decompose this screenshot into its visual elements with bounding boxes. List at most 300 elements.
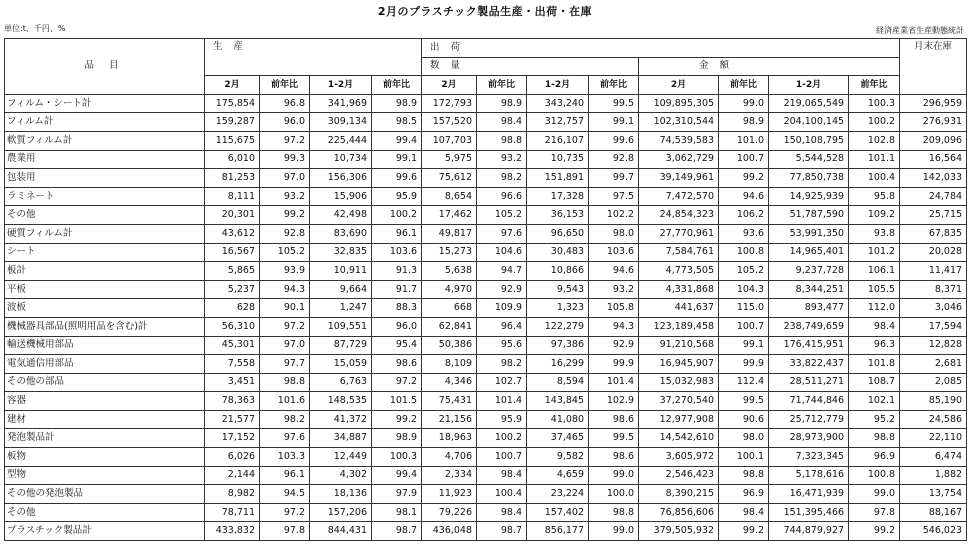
table-cell: 14,925,939: [769, 187, 849, 206]
table-cell: 151,891: [527, 169, 589, 188]
table-cell: 98.9: [477, 94, 527, 113]
table-cell: 98.8: [477, 131, 527, 150]
row-label: ラミネート: [5, 187, 205, 206]
table-cell: 76,856,606: [639, 503, 719, 522]
table-cell: 94.5: [260, 485, 310, 504]
table-cell: 100.7: [719, 150, 769, 169]
table-cell: 83,690: [310, 224, 372, 243]
production-yoy-header: 前年比: [260, 76, 310, 95]
quantity-janfeb-header: 1-2月: [527, 76, 589, 95]
table-cell: 93.6: [719, 224, 769, 243]
table-cell: 6,763: [310, 373, 372, 392]
table-cell: 93.2: [589, 280, 639, 299]
table-cell: 101.6: [260, 392, 310, 411]
table-cell: 6,474: [900, 448, 967, 467]
table-cell: 8,390,215: [639, 485, 719, 504]
table-cell: 93.8: [849, 224, 900, 243]
table-cell: 4,659: [527, 466, 589, 485]
table-cell: 42,498: [310, 206, 372, 225]
table-cell: 99.1: [589, 113, 639, 132]
row-label: 包装用: [5, 169, 205, 188]
table-cell: 98.6: [589, 410, 639, 429]
table-cell: 67,835: [900, 224, 967, 243]
table-cell: 93.2: [477, 150, 527, 169]
table-cell: 41,080: [527, 410, 589, 429]
unit-note: 単位:t、千円、%: [4, 24, 66, 33]
table-cell: 123,189,458: [639, 317, 719, 336]
table-cell: 16,299: [527, 355, 589, 374]
table-cell: 98.4: [477, 466, 527, 485]
table-cell: 45,301: [205, 336, 260, 355]
table-cell: 100.4: [849, 169, 900, 188]
table-row: [5, 429, 967, 448]
table-cell: 99.9: [589, 355, 639, 374]
table-cell: 94.3: [260, 280, 310, 299]
table-cell: 96.1: [260, 466, 310, 485]
table-cell: 96.8: [260, 94, 310, 113]
table-cell: 122,279: [527, 317, 589, 336]
table-cell: 2,681: [900, 355, 967, 374]
table-cell: 101.5: [372, 392, 422, 411]
table-cell: 92.8: [589, 150, 639, 169]
quantity-yoy-header: 前年比: [477, 76, 527, 95]
table-cell: 433,832: [205, 522, 260, 541]
table-cell: 107,703: [422, 131, 477, 150]
table-row: [5, 410, 967, 429]
table-cell: 99.2: [719, 522, 769, 541]
table-cell: 103.3: [260, 448, 310, 467]
table-cell: 75,431: [422, 392, 477, 411]
table-cell: 101.4: [477, 392, 527, 411]
table-cell: 21,577: [205, 410, 260, 429]
table-cell: 24,854,323: [639, 206, 719, 225]
table-cell: 5,638: [422, 262, 477, 281]
table-cell: 94.7: [477, 262, 527, 281]
table-cell: 98.4: [477, 503, 527, 522]
table-cell: 91.7: [372, 280, 422, 299]
table-cell: 78,363: [205, 392, 260, 411]
table-cell: 4,346: [422, 373, 477, 392]
table-cell: 9,664: [310, 280, 372, 299]
table-cell: 9,237,728: [769, 262, 849, 281]
table-cell: 2,144: [205, 466, 260, 485]
table-cell: 14,965,401: [769, 243, 849, 262]
table-cell: 24,784: [900, 187, 967, 206]
table-cell: 22,110: [900, 429, 967, 448]
table-cell: 88,167: [900, 503, 967, 522]
table-cell: 99.1: [372, 150, 422, 169]
table-cell: 175,854: [205, 94, 260, 113]
table-cell: 11,923: [422, 485, 477, 504]
table-cell: 81,253: [205, 169, 260, 188]
table-cell: 102,310,544: [639, 113, 719, 132]
row-label: 平板: [5, 280, 205, 299]
table-cell: 343,240: [527, 94, 589, 113]
table-cell: 668: [422, 299, 477, 318]
table-cell: 11,417: [900, 262, 967, 281]
table-row: [5, 224, 967, 243]
table-cell: 744,879,927: [769, 522, 849, 541]
table-cell: 97.8: [260, 522, 310, 541]
production-feb-header: 2月: [205, 76, 260, 95]
table-cell: 106.1: [849, 262, 900, 281]
table-cell: 15,032,983: [639, 373, 719, 392]
table-cell: 30,483: [527, 243, 589, 262]
table-cell: 105.2: [477, 206, 527, 225]
table-cell: 5,865: [205, 262, 260, 281]
table-cell: 101.0: [719, 131, 769, 150]
table-cell: 97.2: [260, 131, 310, 150]
table-cell: 99.2: [849, 522, 900, 541]
table-cell: 43,612: [205, 224, 260, 243]
table-cell: 98.4: [477, 113, 527, 132]
row-label: 型物: [5, 466, 205, 485]
table-cell: 96,650: [527, 224, 589, 243]
table-cell: 98.4: [849, 317, 900, 336]
page-title: 2月のプラスチック製品生産・出荷・在庫: [377, 5, 593, 18]
table-cell: 99.0: [849, 485, 900, 504]
table-cell: 77,850,738: [769, 169, 849, 188]
row-label: その他の発泡製品: [5, 485, 205, 504]
table-cell: 62,841: [422, 317, 477, 336]
table-cell: 96.4: [477, 317, 527, 336]
quantity-header: 数 量: [422, 57, 639, 76]
table-cell: 112.0: [849, 299, 900, 318]
table-cell: 99.4: [372, 131, 422, 150]
table-cell: 99.0: [589, 522, 639, 541]
table-cell: 10,866: [527, 262, 589, 281]
table-cell: 98.8: [260, 373, 310, 392]
table-cell: 4,773,505: [639, 262, 719, 281]
row-label: 硬質フィルム計: [5, 224, 205, 243]
row-label: その他: [5, 206, 205, 225]
table-cell: 12,977,908: [639, 410, 719, 429]
amount-janfeb-header: 1-2月: [769, 76, 849, 95]
table-cell: 91.3: [372, 262, 422, 281]
table-cell: 98.2: [477, 169, 527, 188]
table-cell: 5,975: [422, 150, 477, 169]
table-cell: 238,749,659: [769, 317, 849, 336]
table-cell: 20,301: [205, 206, 260, 225]
table-cell: 157,520: [422, 113, 477, 132]
table-cell: 12,828: [900, 336, 967, 355]
table-cell: 1,247: [310, 299, 372, 318]
table-cell: 78,711: [205, 503, 260, 522]
table-cell: 99.2: [260, 206, 310, 225]
table-cell: 97.2: [372, 373, 422, 392]
table-cell: 99.6: [589, 131, 639, 150]
table-cell: 4,970: [422, 280, 477, 299]
table-cell: 441,637: [639, 299, 719, 318]
row-label: その他の部品: [5, 373, 205, 392]
table-cell: 156,306: [310, 169, 372, 188]
table-cell: 172,793: [422, 94, 477, 113]
table-cell: 101.1: [849, 150, 900, 169]
table-cell: 102.9: [589, 392, 639, 411]
table-cell: 97.6: [260, 429, 310, 448]
table-cell: 148,535: [310, 392, 372, 411]
table-cell: 106.2: [719, 206, 769, 225]
table-cell: 97.9: [372, 485, 422, 504]
table-cell: 98.2: [260, 410, 310, 429]
table-cell: 5,178,616: [769, 466, 849, 485]
table-cell: 94.6: [719, 187, 769, 206]
table-cell: 105.2: [260, 243, 310, 262]
table-cell: 9,543: [527, 280, 589, 299]
table-cell: 312,757: [527, 113, 589, 132]
table-cell: 37,270,540: [639, 392, 719, 411]
table-cell: 49,817: [422, 224, 477, 243]
production-janfeb-header: 1-2月: [310, 76, 372, 95]
table-cell: 8,111: [205, 187, 260, 206]
table-cell: 98.9: [372, 94, 422, 113]
table-row: [5, 503, 967, 522]
table-cell: 13,754: [900, 485, 967, 504]
row-label: 電気通信用部品: [5, 355, 205, 374]
table-cell: 90.6: [719, 410, 769, 429]
table-cell: 8,982: [205, 485, 260, 504]
table-cell: 104.6: [477, 243, 527, 262]
table-cell: 102.1: [849, 392, 900, 411]
statistics-table: [4, 38, 967, 541]
quantity-feb-header: 2月: [422, 76, 477, 95]
table-cell: 98.6: [372, 355, 422, 374]
table-cell: 100.8: [719, 243, 769, 262]
table-cell: 109,895,305: [639, 94, 719, 113]
table-row: [5, 243, 967, 262]
quantity-janfeb-yoy-header: 前年比: [589, 76, 639, 95]
table-cell: 3,451: [205, 373, 260, 392]
table-cell: 16,564: [900, 150, 967, 169]
table-row: [5, 392, 967, 411]
table-cell: 7,472,570: [639, 187, 719, 206]
table-cell: 99.5: [719, 392, 769, 411]
table-cell: 27,770,961: [639, 224, 719, 243]
table-cell: 157,402: [527, 503, 589, 522]
table-cell: 97.2: [260, 317, 310, 336]
table-cell: 17,152: [205, 429, 260, 448]
table-cell: 100.7: [719, 317, 769, 336]
header-row-1: [5, 39, 967, 58]
table-cell: 94.6: [589, 262, 639, 281]
table-cell: 97.7: [260, 355, 310, 374]
table-cell: 5,237: [205, 280, 260, 299]
table-cell: 10,734: [310, 150, 372, 169]
row-label: フィルム計: [5, 113, 205, 132]
table-cell: 28,511,271: [769, 373, 849, 392]
table-cell: 99.2: [372, 410, 422, 429]
table-cell: 97,386: [527, 336, 589, 355]
table-cell: 98.7: [477, 522, 527, 541]
table-cell: 844,431: [310, 522, 372, 541]
table-cell: 98.4: [719, 503, 769, 522]
table-cell: 10,911: [310, 262, 372, 281]
table-cell: 4,302: [310, 466, 372, 485]
row-label: プラスチック製品計: [5, 522, 205, 541]
table-cell: 23,224: [527, 485, 589, 504]
table-cell: 893,477: [769, 299, 849, 318]
table-cell: 9,582: [527, 448, 589, 467]
amount-header: 金 額: [639, 57, 900, 76]
amount-janfeb-yoy-header: 前年比: [849, 76, 900, 95]
table-cell: 109.9: [477, 299, 527, 318]
table-cell: 10,735: [527, 150, 589, 169]
table-cell: 276,931: [900, 113, 967, 132]
table-cell: 100.2: [372, 206, 422, 225]
table-cell: 546,023: [900, 522, 967, 541]
table-cell: 94.3: [589, 317, 639, 336]
table-cell: 14,542,610: [639, 429, 719, 448]
table-cell: 150,108,795: [769, 131, 849, 150]
table-cell: 3,062,729: [639, 150, 719, 169]
table-cell: 96.0: [260, 113, 310, 132]
table-cell: 18,963: [422, 429, 477, 448]
table-row: [5, 522, 967, 541]
table-cell: 97.0: [260, 336, 310, 355]
table-cell: 856,177: [527, 522, 589, 541]
table-cell: 96.6: [477, 187, 527, 206]
table-cell: 103.6: [372, 243, 422, 262]
table-cell: 204,100,145: [769, 113, 849, 132]
table-cell: 36,153: [527, 206, 589, 225]
table-row: [5, 448, 967, 467]
table-row: [5, 280, 967, 299]
table-cell: 142,033: [900, 169, 967, 188]
table-cell: 102.8: [849, 131, 900, 150]
table-cell: 176,415,951: [769, 336, 849, 355]
table-cell: 157,206: [310, 503, 372, 522]
table-cell: 159,287: [205, 113, 260, 132]
table-cell: 24,586: [900, 410, 967, 429]
table-row: [5, 169, 967, 188]
table-cell: 75,612: [422, 169, 477, 188]
table-cell: 379,505,932: [639, 522, 719, 541]
table-cell: 88.3: [372, 299, 422, 318]
table-cell: 21,156: [422, 410, 477, 429]
table-cell: 100.2: [477, 429, 527, 448]
table-cell: 98.8: [849, 429, 900, 448]
table-cell: 34,887: [310, 429, 372, 448]
row-label: 波板: [5, 299, 205, 318]
table-cell: 2,546,423: [639, 466, 719, 485]
table-row: [5, 317, 967, 336]
table-cell: 71,744,846: [769, 392, 849, 411]
table-cell: 102.2: [589, 206, 639, 225]
table-cell: 96.0: [372, 317, 422, 336]
table-cell: 98.6: [589, 448, 639, 467]
table-cell: 2,334: [422, 466, 477, 485]
table-row: [5, 113, 967, 132]
table-cell: 95.9: [372, 187, 422, 206]
table-cell: 99.0: [589, 466, 639, 485]
table-cell: 25,712,779: [769, 410, 849, 429]
table-cell: 8,344,251: [769, 280, 849, 299]
table-cell: 16,567: [205, 243, 260, 262]
table-cell: 100.3: [849, 94, 900, 113]
table-cell: 99.7: [589, 169, 639, 188]
table-row: [5, 466, 967, 485]
table-cell: 3,605,972: [639, 448, 719, 467]
table-row: [5, 94, 967, 113]
table-cell: 25,715: [900, 206, 967, 225]
table-cell: 101.4: [589, 373, 639, 392]
table-cell: 109.2: [849, 206, 900, 225]
table-cell: 100.7: [477, 448, 527, 467]
row-label: 建材: [5, 410, 205, 429]
table-cell: 53,991,350: [769, 224, 849, 243]
table-cell: 8,109: [422, 355, 477, 374]
table-cell: 8,594: [527, 373, 589, 392]
table-cell: 105.2: [719, 262, 769, 281]
production-header: 生 産: [205, 39, 422, 76]
table-row: [5, 131, 967, 150]
table-cell: 209,096: [900, 131, 967, 150]
table-cell: 92.9: [589, 336, 639, 355]
table-row: [5, 373, 967, 392]
table-cell: 97.8: [849, 503, 900, 522]
table-cell: 15,059: [310, 355, 372, 374]
table-cell: 99.2: [719, 169, 769, 188]
row-label: 機械器具部品(照明用品を含む)計: [5, 317, 205, 336]
table-cell: 341,969: [310, 94, 372, 113]
table-cell: 6,010: [205, 150, 260, 169]
table-cell: 105.5: [849, 280, 900, 299]
table-cell: 95.8: [849, 187, 900, 206]
production-janfeb-yoy-header: 前年比: [372, 76, 422, 95]
table-row: [5, 206, 967, 225]
table-cell: 91,210,568: [639, 336, 719, 355]
inventory-header: 月末在庫: [900, 39, 967, 95]
row-label: 輸送機械用部品: [5, 336, 205, 355]
table-cell: 17,462: [422, 206, 477, 225]
row-label: 容器: [5, 392, 205, 411]
row-label: 発泡製品計: [5, 429, 205, 448]
table-cell: 96.1: [372, 224, 422, 243]
table-cell: 99.1: [719, 336, 769, 355]
table-cell: 102.7: [477, 373, 527, 392]
table-row: [5, 187, 967, 206]
table-cell: 101.8: [849, 355, 900, 374]
table-row: [5, 262, 967, 281]
table-cell: 97.5: [589, 187, 639, 206]
table-cell: 96.9: [719, 485, 769, 504]
table-cell: 96.3: [849, 336, 900, 355]
table-cell: 32,835: [310, 243, 372, 262]
table-cell: 309,134: [310, 113, 372, 132]
table-cell: 92.8: [260, 224, 310, 243]
table-cell: 1,323: [527, 299, 589, 318]
table-cell: 16,471,939: [769, 485, 849, 504]
table-cell: 1,882: [900, 466, 967, 485]
table-cell: 8,654: [422, 187, 477, 206]
table-cell: 143,845: [527, 392, 589, 411]
row-label: 板物: [5, 448, 205, 467]
table-cell: 98.8: [719, 466, 769, 485]
table-cell: 100.0: [589, 485, 639, 504]
table-cell: 216,107: [527, 131, 589, 150]
item-header: 品 目: [5, 39, 205, 95]
table-cell: 219,065,549: [769, 94, 849, 113]
table-cell: 98.5: [372, 113, 422, 132]
table-cell: 98.0: [589, 224, 639, 243]
table-cell: 8,371: [900, 280, 967, 299]
table-cell: 112.4: [719, 373, 769, 392]
table-cell: 74,539,583: [639, 131, 719, 150]
table-row: [5, 355, 967, 374]
table-cell: 95.6: [477, 336, 527, 355]
table-cell: 99.5: [589, 94, 639, 113]
table-cell: 100.4: [477, 485, 527, 504]
